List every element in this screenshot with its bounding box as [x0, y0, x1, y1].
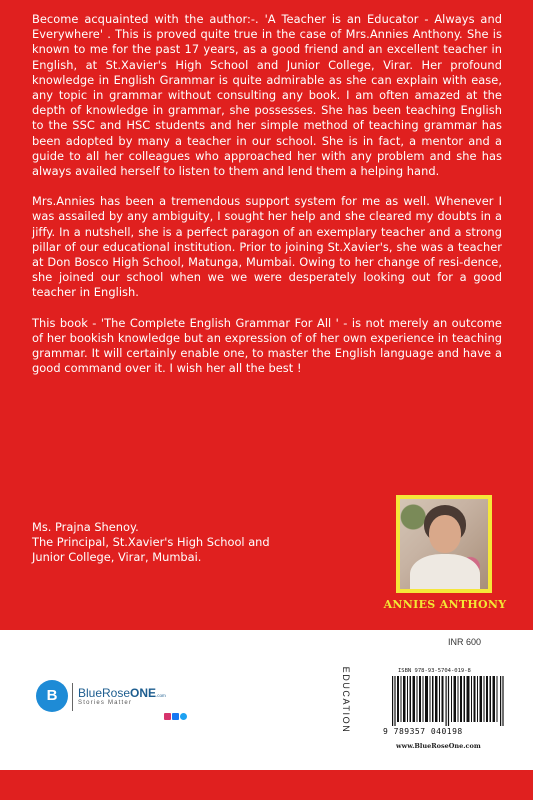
barcode-icon — [392, 676, 504, 726]
publisher-tagline: Stories Matter — [78, 700, 133, 706]
signature-title-line-2: Junior College, Virar, Mumbai. — [32, 550, 202, 565]
publisher-brand-bold: ONE — [130, 686, 157, 700]
publisher-brand-com: .com — [156, 693, 166, 698]
author-photo-frame — [396, 495, 492, 593]
foreword-paragraph-3: This book - 'The Complete English Grammar For All ' - is not merely an outcome of her bookish knowledge but an expression of of her own experience in teaching grammar. It will certainly enable one, to master the English language and have a good command over it. I wish her all the best ! — [32, 315, 502, 376]
isbn-label: ISBN 978-93-5704-019-8 — [398, 668, 471, 674]
publisher-brand-main: BlueRose — [78, 686, 131, 700]
foreword-paragraph-2: Mrs.Annies has been a tremendous support system for me as well. Whenever I was assailed by any ambiguity, I sought her help and she cleared my doubts in a jiffy. In a nutshell, she is a perfect paragon of an exemplary teacher and a strong pillar of our educational institution. Prior to joining St.Xavier's, she was a teacher at Don Bosco High School, Matunga, Mumbai. Owing to her change of resi-dence, she joined our school when we we were desperately looking out for a good teacher in English. — [32, 194, 502, 300]
category-label: EDUCATION — [341, 666, 351, 734]
foreword-text — [32, 12, 502, 391]
publisher-brand — [78, 686, 166, 700]
twitter-icon — [180, 713, 187, 720]
publisher-logo-letter: B — [46, 687, 58, 704]
facebook-icon — [172, 713, 179, 720]
publisher-logo-icon — [36, 680, 68, 712]
author-photo — [400, 499, 488, 589]
barcode-digits: 9 789357 040198 — [383, 727, 463, 736]
signature-title-line-1: The Principal, St.Xavier's High School and — [32, 535, 270, 550]
foreword-paragraph-1: Become acquainted with the author:-. 'A Teacher is an Educator - Always and Everywhere' . This is proved quite true in the case of Mrs.Annies Anthony. She is known to me for the past 17 years, as a good friend and an excellent teacher in English, at St.Xavier's High School and Junior College, Virar. Her profound knowledge in English Grammar is quite admirable as she can explain with ease, any topic in grammar without consulting any book. I am often amazed at the depth of knowledge in grammar, she possesses. She has been teaching English to the SSC and HSC students and her simple method of teaching grammar has been adopted by many a teacher in our school. She is in fact, a mentor and a guide to all her colleagues who approached her with any problem and she has always availed herself to listen to them and lend them a helping hand. — [32, 12, 502, 179]
photo-body — [410, 554, 480, 589]
price-label: INR 600 — [448, 637, 482, 647]
instagram-icon — [164, 713, 171, 720]
bottom-red-band — [0, 770, 533, 800]
signature-name: Ms. Prajna Shenoy. — [32, 520, 139, 534]
author-name: ANNIES ANTHONY — [383, 598, 507, 611]
social-icons — [164, 712, 188, 720]
signature-block — [32, 520, 270, 566]
logo-divider — [72, 683, 73, 711]
publisher-website: www.BlueRoseOne.com — [396, 742, 481, 750]
photo-face — [429, 515, 461, 553]
